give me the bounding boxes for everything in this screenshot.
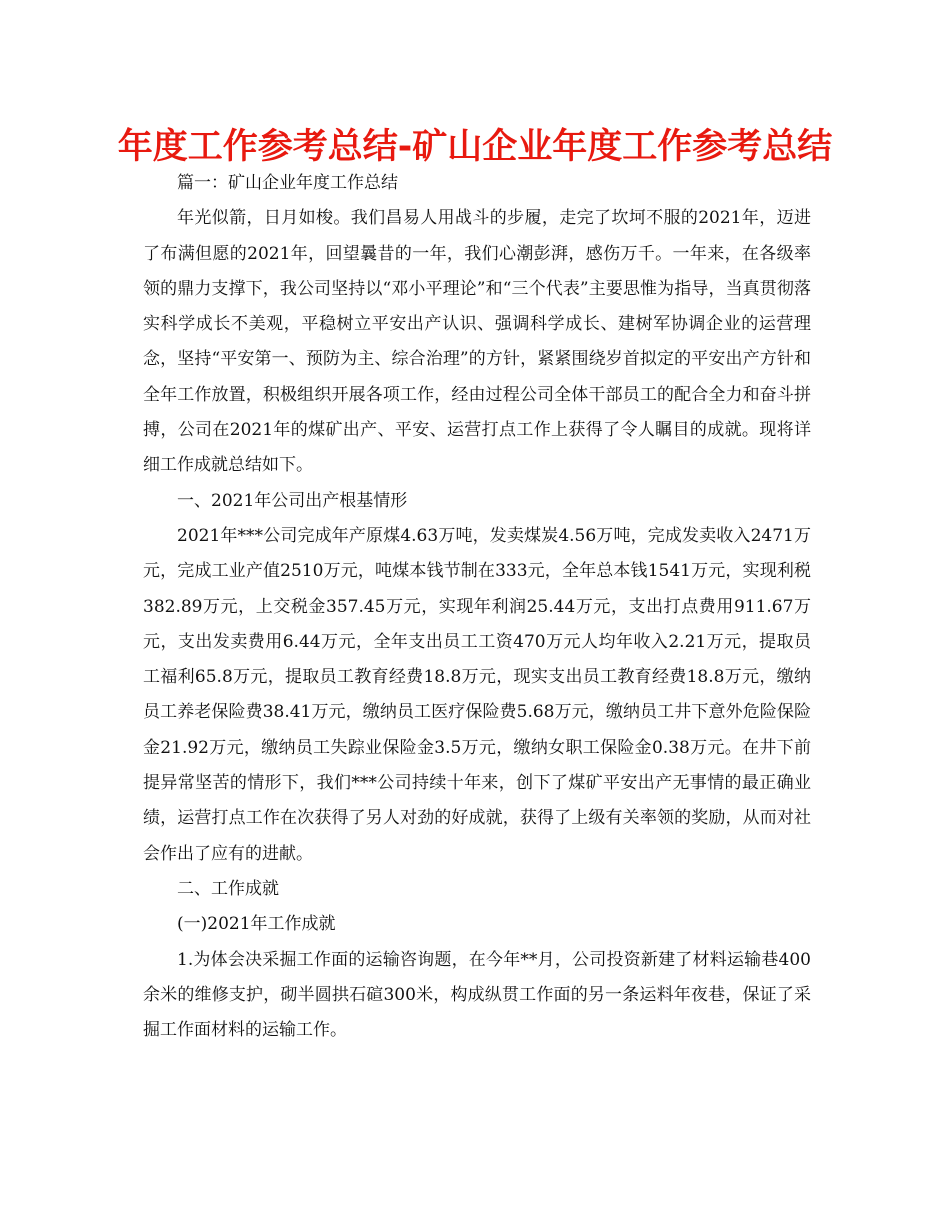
document-title: 年度工作参考总结-矿山企业年度工作参考总结 xyxy=(117,127,833,167)
production-paragraph: 2021年***公司完成年产原煤4.63万吨，发卖煤炭4.56万吨，完成发卖收入2471万元，完成工业产值2510万元，吨煤本钱节制在333元，全年总本钱1541万元，实现利税382.89万元，上交税金357.45万元，实现年利润25.44万元，支出打点费用911.67万元，支出发卖费用6.44万元，全年支出员工工资470万元人均年收入2.21万元，提取员工福利65.8万元，提取员工教育经费18.8万元，现实支出员工教育经费18.8万元，缴纳员工养老保险费38.41万元，缴纳员工医疗保险费5.68万元，缴纳员工井下意外危险保险金21.92万元，缴纳员工失踪业保险金3.5万元，缴纳女职工保险金0.38万元。在井下前提异常坚苦的情形下，我们***公司持续十年来，创下了煤矿平安出产无事情的最正确业绩，运营打点工作在次获得了另人对劲的好成就，获得了上级有关率领的奖励，从而对社会作出了应有的进献。 xyxy=(143,525,811,864)
achievement-item-1: 1.为体会决采掘工作面的运输咨询题，在今年**月，公司投资新建了材料运输巷400余米的维修支护，砌半圆拱石碹300米，构成纵贯工作面的另一条运料年夜巷，保证了采掘工作面材料的运输工作。 xyxy=(143,949,811,1041)
section-heading-2: 二、工作成就 xyxy=(177,878,279,899)
intro-paragraph: 年光似箭，日月如梭。我们昌易人用战斗的步履，走完了坎坷不服的2021年，迈进了布满但愿的2021年，回望曩昔的一年，我们心潮彭湃，感伤万千。一年来，在各级率领的鼎力支撑下，我公司坚持以“邓小平理论”和“三个代表”主要思惟为指导，当真贯彻落实科学成长不美观，平稳树立平安出产认识、强调科学成长、建树军协调企业的运营理念，坚持“平安第一、预防为主、综合治理”的方针，紧紧围绕岁首拟定的平安出产方针和全年工作放置，积极组织开展各项工作，经由过程公司全体干部员工的配合全力和奋斗拼搏，公司在2021年的煤矿出产、平安、运营打点工作上获得了令人瞩目的成就。现将详细工作成就总结如下。 xyxy=(143,208,811,476)
section-label: 篇一：矿山企业年度工作总结 xyxy=(177,173,398,193)
document-body xyxy=(143,166,811,1048)
section-heading-1: 一、2021年公司出产根基情形 xyxy=(177,490,408,511)
subsection-heading: (一)2021年工作成就 xyxy=(177,914,336,935)
